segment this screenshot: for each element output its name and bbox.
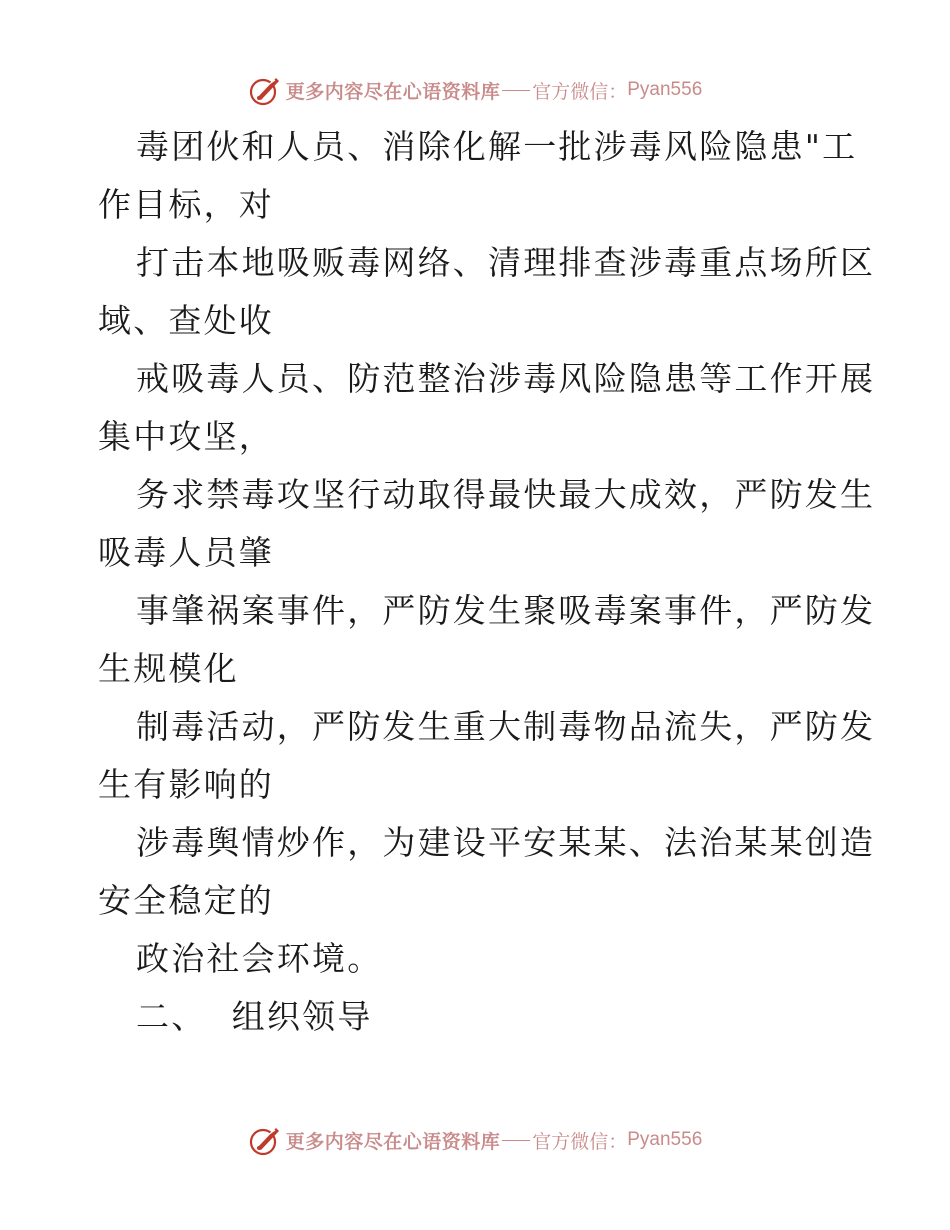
text-line: 生有影响的 [98,765,274,804]
banner-wechat-id: Pyan556 [627,1129,703,1150]
text-line: 戒吸毒人员、防范整治涉毒风险隐患等工作开展 [136,359,876,398]
text-line: 务求禁毒攻坚行动取得最快最大成效，严防发生 [136,475,876,514]
text-line: 涉毒舆情炒作，为建设平安某某、法治某某创造 [136,823,876,862]
footer-banner [0,1118,950,1162]
banner-wechat-label: 官方微信： [532,1130,628,1153]
banner-brand-text: 更多内容尽在心语资料库 [285,1130,501,1153]
text-line: 毒团伙和人员、消除化解一批涉毒风险隐患"工 [136,127,858,166]
text-line: 作目标，对 [98,185,274,224]
banner-wechat-id: Pyan556 [627,79,703,100]
text-line: 制毒活动，严防发生重大制毒物品流失，严防发 [136,707,876,746]
text-line: 吸毒人员肇 [98,533,274,572]
text-line: 事肇祸案事件，严防发生聚吸毒案事件，严防发 [136,591,876,630]
banner-divider [502,1140,530,1141]
text-line: 打击本地吸贩毒网络、清理排查涉毒重点场所区 [136,243,876,282]
banner-divider [502,90,530,91]
text-line: 政治社会环境。 [136,939,383,978]
document-body [98,118,876,1046]
section-heading: 二、 组织领导 [136,997,373,1036]
text-line: 集中攻坚， [98,417,274,456]
header-banner [0,68,950,112]
quill-logo-icon [248,73,282,107]
text-line: 安全稳定的 [98,881,274,920]
text-line: 生规模化 [98,649,239,688]
text-line: 域、查处收 [98,301,274,340]
banner-wechat-label: 官方微信： [532,80,628,103]
quill-logo-icon [248,1123,282,1157]
banner-brand-text: 更多内容尽在心语资料库 [285,80,501,103]
